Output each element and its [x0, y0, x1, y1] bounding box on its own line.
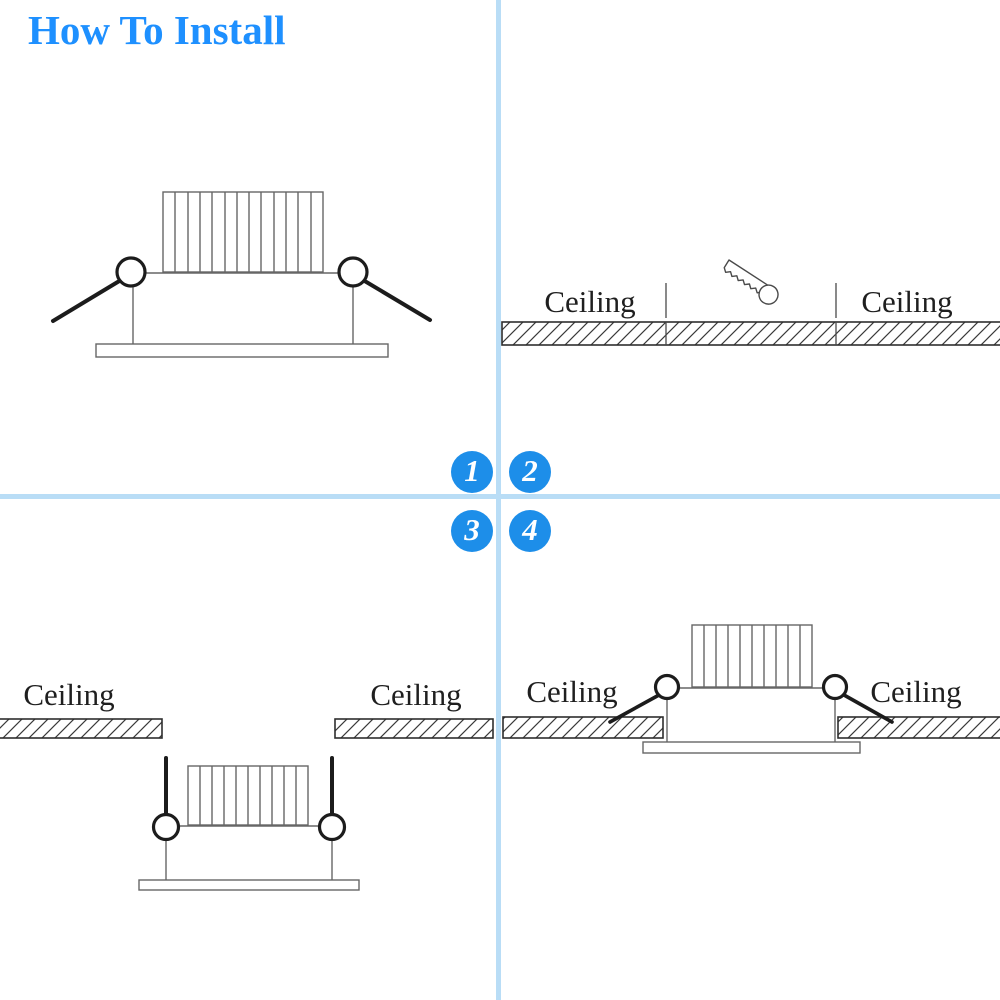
clip-pivot-left [117, 258, 145, 286]
clip-pivot-right [339, 258, 367, 286]
ceiling-label: Ceiling [370, 677, 462, 712]
heatsink [163, 192, 323, 272]
step-number: 3 [464, 512, 480, 547]
step-badge-3 [451, 510, 493, 552]
fixture-body [133, 273, 353, 344]
clip-pivot-right [824, 676, 847, 699]
ceiling-label: Ceiling [870, 674, 962, 709]
spring-clip-right [363, 280, 430, 320]
spring-clip-left [53, 280, 121, 321]
clip-pivot-left [154, 815, 179, 840]
ceiling-label: Ceiling [23, 677, 115, 712]
step-badge-1 [451, 451, 493, 493]
ceiling-label: Ceiling [544, 284, 636, 319]
step-number: 4 [522, 512, 538, 547]
trim-ring [643, 742, 860, 753]
fixture-body [667, 688, 835, 742]
ceiling-panel-left [503, 717, 663, 738]
ceiling-panel [502, 322, 1000, 345]
step-number: 1 [464, 453, 480, 488]
clip-pivot-left [656, 676, 679, 699]
step-badge-4 [509, 510, 551, 552]
page-title: How To Install [28, 7, 286, 53]
clip-pivot-right [320, 815, 345, 840]
step3-insert-diagram [0, 719, 493, 890]
step-number: 2 [522, 453, 538, 488]
step1-fixture-diagram [53, 192, 430, 357]
ceiling-panel-left [0, 719, 162, 738]
ceiling-label: Ceiling [861, 284, 953, 319]
step-badge-2 [509, 451, 551, 493]
trim-ring [139, 880, 359, 890]
ceiling-panel-right [838, 717, 1000, 738]
ceiling-panel-right [335, 719, 493, 738]
ceiling-label: Ceiling [526, 674, 618, 709]
saw-icon [720, 258, 782, 307]
trim-ring [96, 344, 388, 357]
fixture-body [166, 826, 332, 880]
